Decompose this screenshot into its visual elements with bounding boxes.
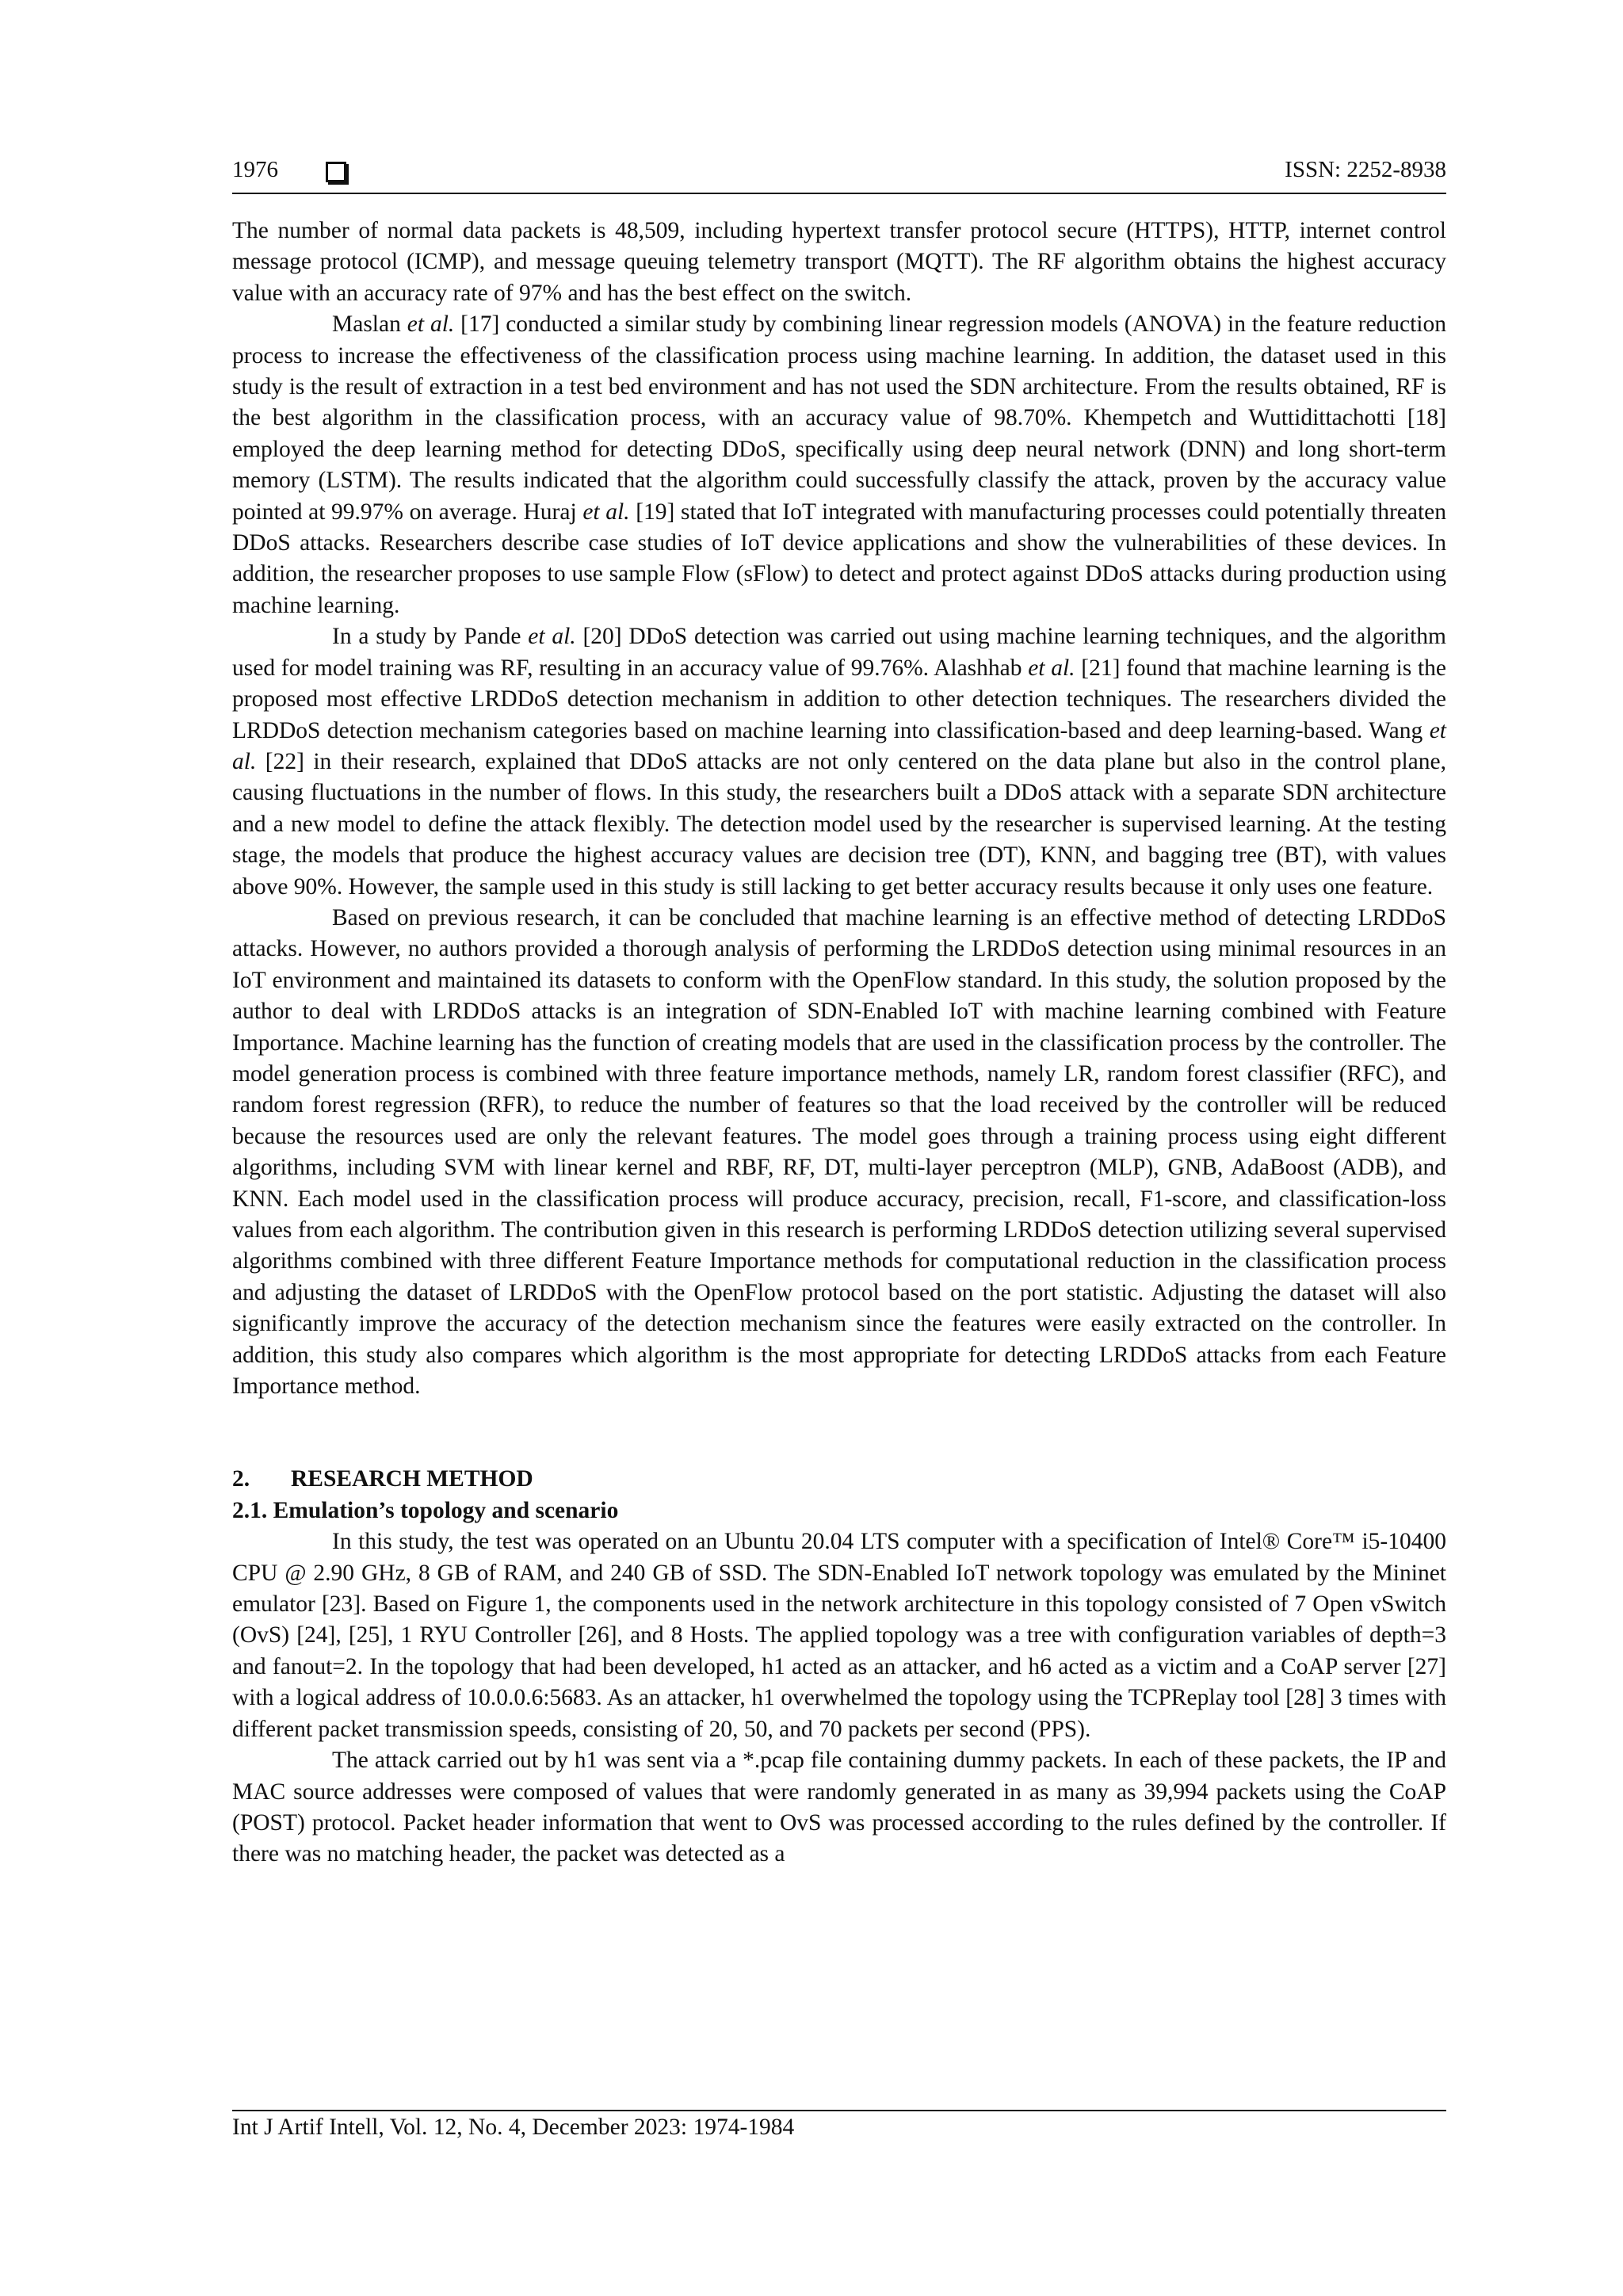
paragraph-2 (232, 309, 1446, 621)
page-footer (232, 2110, 1446, 2141)
paragraph-1: The number of normal data packets is 48,509, including hypertext transfer protocol secure (HTTPS), HTTP, internet control message protocol (ICMP), and message queuing telemetry transport (MQTT). The RF algorithm obtains the highest accuracy value with an accuracy rate of 97% and has the best effect on the switch. (232, 218, 1446, 306)
page-header (232, 155, 1446, 195)
italic-run: et al. (407, 311, 455, 338)
text-run: [19] stated that IoT integrated with manufacturing processes could potentially threaten DDoS attacks. Researchers describe case studies of IoT device applications and show the vulnerabilities of these devices. In addition, the researcher proposes to use sample Flow (sFlow) to detect and protect against DDoS attacks during production using machine learning. (232, 499, 1446, 618)
page-number: 1976 (232, 157, 278, 182)
journal-citation: Int J Artif Intell, Vol. 12, No. 4, December 2023: 1974-1984 (232, 2115, 795, 2140)
italic-run: et al. (582, 499, 630, 525)
subsection-heading-2-1: 2.1. Emulation’s topology and scenario (232, 1497, 619, 1523)
issn-label: ISSN: 2252-8938 (1285, 157, 1446, 182)
text-run: Maslan (332, 311, 407, 338)
text-run: [22] in their research, explained that DDoS attacks are not only centered on the data plane but also in the control plane, causing fluctuations in the number of flows. In this study, the researchers built a DDoS attack with a separate SDN architecture and a new model to define the attack flexibly. The detection model used by the researcher is supervised learning. At the testing stage, the models that produce the highest accuracy values are decision tree (DT), KNN, and bagging tree (BT), with values above 90%. However, the sample used in this study is still lacking to get better accuracy results because it only uses one feature. (232, 748, 1446, 900)
paragraph-3 (232, 621, 1446, 903)
paragraph-4: Based on previous research, it can be concluded that machine learning is an effective method of detecting LRDDoS attacks. However, no authors provided a thorough analysis of performing the LRDDoS detection using minimal resources in an IoT environment and maintained its datasets to conform with the OpenFlow standard. In this study, the solution proposed by the author to deal with LRDDoS attacks is an integration of SDN-Enabled IoT with machine learning combined with Feature Importance. Machine learning has the function of creating models that are used in the classification process by the controller. The model generation process is combined with three feature importance methods, namely LR, random forest classifier (RFC), and random forest regression (RFR), to reduce the number of features so that the load received by the controller will be reduced because the resources used are only the relevant features. The model goes through a training process using eight different algorithms, including SVM with linear kernel and RBF, RF, DT, multi-layer perceptron (MLP), GNB, AdaBoost (ADB), and KNN. Each model used in the classification process will produce accuracy, precision, recall, F1-score, and classification-loss values from each algorithm. The contribution given in this research is performing LRDDoS detection utilizing several supervised algorithms combined with three different Feature Importance methods for computational reduction in the classification process and adjusting the dataset of LRDDoS with the OpenFlow protocol based on the port statistic. Adjusting the dataset will also significantly improve the accuracy of the detection mechanism since the features were easily extracted on the controller. In addition, this study also compares which algorithm is the most appropriate for detecting LRDDoS attacks from each Feature Importance method. (232, 904, 1446, 1400)
paragraph-5: In this study, the test was operated on an Ubuntu 20.04 LTS computer with a specification of Intel® Core™ i5-10400 CPU @ 2.90 GHz, 8 GB of RAM, and 240 GB of SSD. The SDN-Enabled IoT network topology was emulated by the Mininet emulator [23]. Based on Figure 1, the components used in the network architecture in this topology consisted of 7 Open vSwitch (OvS) [24], [25], 1 RYU Controller [26], and 8 Hosts. The applied topology was a tree with configuration variables of depth=3 and fanout=2. In the topology that had been developed, h1 acted as an attacker, and h6 acted as a victim and a CoAP server [27] with a logical address of 10.0.0.6:5683. As an attacker, h1 overwhelmed the topology using the TCPReplay tool [28] 3 times with different packet transmission speeds, consisting of 20, 50, and 70 packets per second (PPS). (232, 1529, 1446, 1742)
italic-run: et al. (232, 717, 1446, 774)
section-gap (232, 1402, 1446, 1464)
text-run: In a study by Pande (332, 624, 529, 650)
page-body (232, 216, 1446, 1870)
square-bullet-icon (326, 162, 346, 182)
text-run: [20] DDoS detection was carried out using machine learning techniques, and the algorithm used for model training was RF, resulting in an accuracy value of 99.76%. Alashhab (232, 624, 1446, 681)
paragraph-6: The attack carried out by h1 was sent via a *.pcap file containing dummy packets. In each of these packets, the IP and MAC source addresses were composed of values that were randomly generated in as many as 39,994 packets using the CoAP (POST) protocol. Packet header information that went to OvS was processed according to the rules defined by the controller. If there was no matching header, the packet was detected as a (232, 1748, 1446, 1867)
footer-rule (232, 2110, 1446, 2111)
section-heading-2 (232, 1464, 1446, 1495)
text-run: [21] found that machine learning is the proposed most effective LRDDoS detection mechanism in addition to other detection techniques. The researchers divided the LRDDoS detection mechanism categories based on machine learning into classification-based and deep learning-based. Wang (232, 655, 1446, 743)
italic-run: et al. (528, 624, 576, 650)
italic-run: et al. (1028, 655, 1075, 681)
section-number: 2. (232, 1466, 250, 1492)
text-run: [17] conducted a similar study by combining linear regression models (ANOVA) in the feature reduction process to increase the effectiveness of the classification process using machine learning. In addition, the dataset used in this study is the result of extraction in a test bed environment and has not used the SDN architecture. From the results obtained, RF is the best algorithm in the classification process, with an accuracy value of 98.70%. Khempetch and Wuttidittachotti [18] employed the deep learning method for detecting DDoS, specifically using deep neural network (DNN) and long short-term memory (LSTM). The results indicated that the algorithm could successfully classify the attack, proven by the accuracy value pointed at 99.97% on average. Huraj (232, 311, 1446, 525)
header-rule (232, 193, 1446, 194)
section-title: RESEARCH METHOD (291, 1466, 533, 1492)
